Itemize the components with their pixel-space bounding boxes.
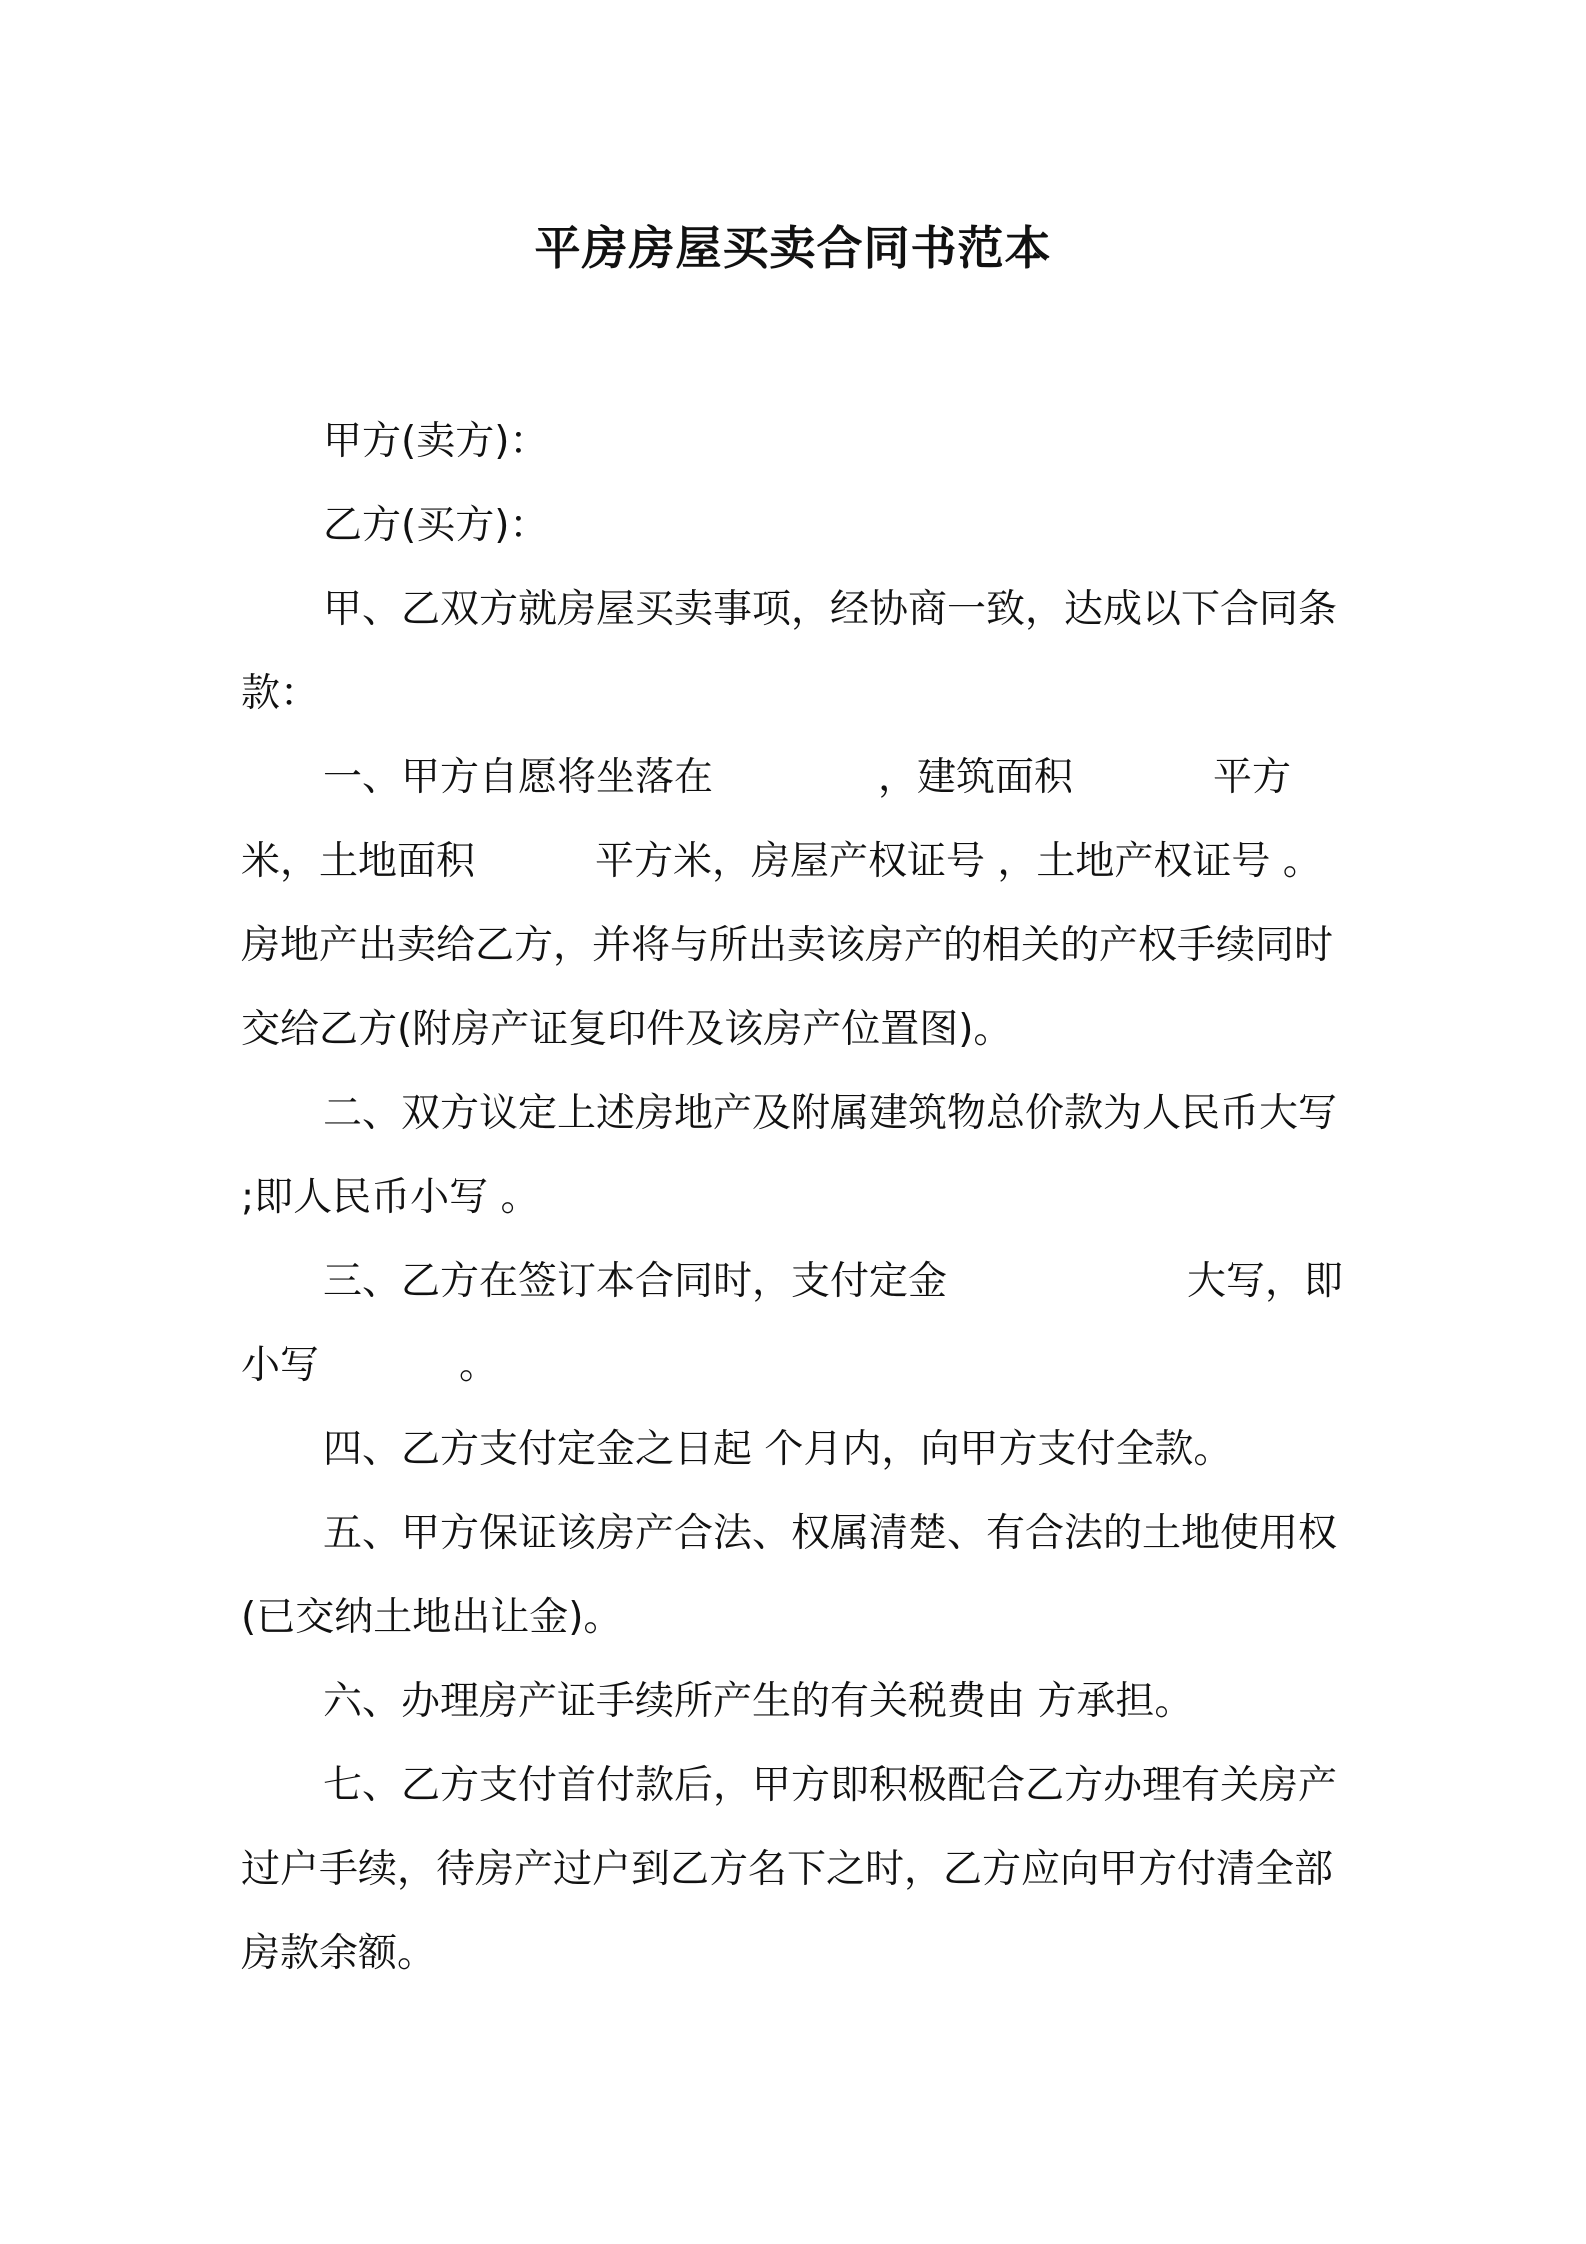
clause-7: 七、乙方支付首付款后，甲方即积极配合乙方办理有关房产过户手续，待房产过户到乙方名下之时，乙方应向甲方付清全部房款余额。 [241, 1763, 1338, 1976]
clause-6: 六、办理房产证手续所产生的有关税费由 方承担。 [323, 1679, 1194, 1724]
clause-1-part-a: 一、甲方自愿将坐落在 [323, 755, 714, 800]
intro-paragraph: 甲、乙双方就房屋买卖事项，经协商一致，达成以下合同条款： [241, 587, 1338, 716]
clause-3-part-b: 大写，即小写 [241, 1259, 1344, 1388]
clause-1-part-d: 平方米，房屋产权证号 ，土地产权证号 。房地产出卖给乙方，并将与所出卖该房产的相关的产权手续同时交给乙方(附房产证复印件及该房产位置图)。 [241, 839, 1334, 1052]
clause-3 [241, 1240, 1359, 1408]
clause-3-part-a: 三、乙方在签订本合同时，支付定金 [323, 1259, 948, 1304]
clause-5: 五、甲方保证该房产合法、权属清楚、有合法的土地使用权(已交纳土地出让金)。 [241, 1511, 1338, 1640]
seller-line: 甲方(卖方)： [323, 419, 549, 464]
contract-body [241, 400, 1359, 1996]
clause-1 [241, 736, 1359, 1072]
clause-1-part-b: ，建筑面积 [878, 755, 1074, 800]
clause-3-part-c: 。 [459, 1343, 499, 1388]
clause-2: 二、双方议定上述房地产及附属建筑物总价款为人民币大写 ;即人民币小写 。 [241, 1091, 1338, 1220]
clause-4: 四、乙方支付定金之日起 个月内，向甲方支付全款。 [323, 1427, 1233, 1472]
buyer-line: 乙方(买方)： [323, 503, 549, 548]
document-title: 平房房屋买卖合同书范本 [534, 221, 1052, 275]
clause-1-part-c: 平方米，土地面积 [241, 755, 1292, 884]
